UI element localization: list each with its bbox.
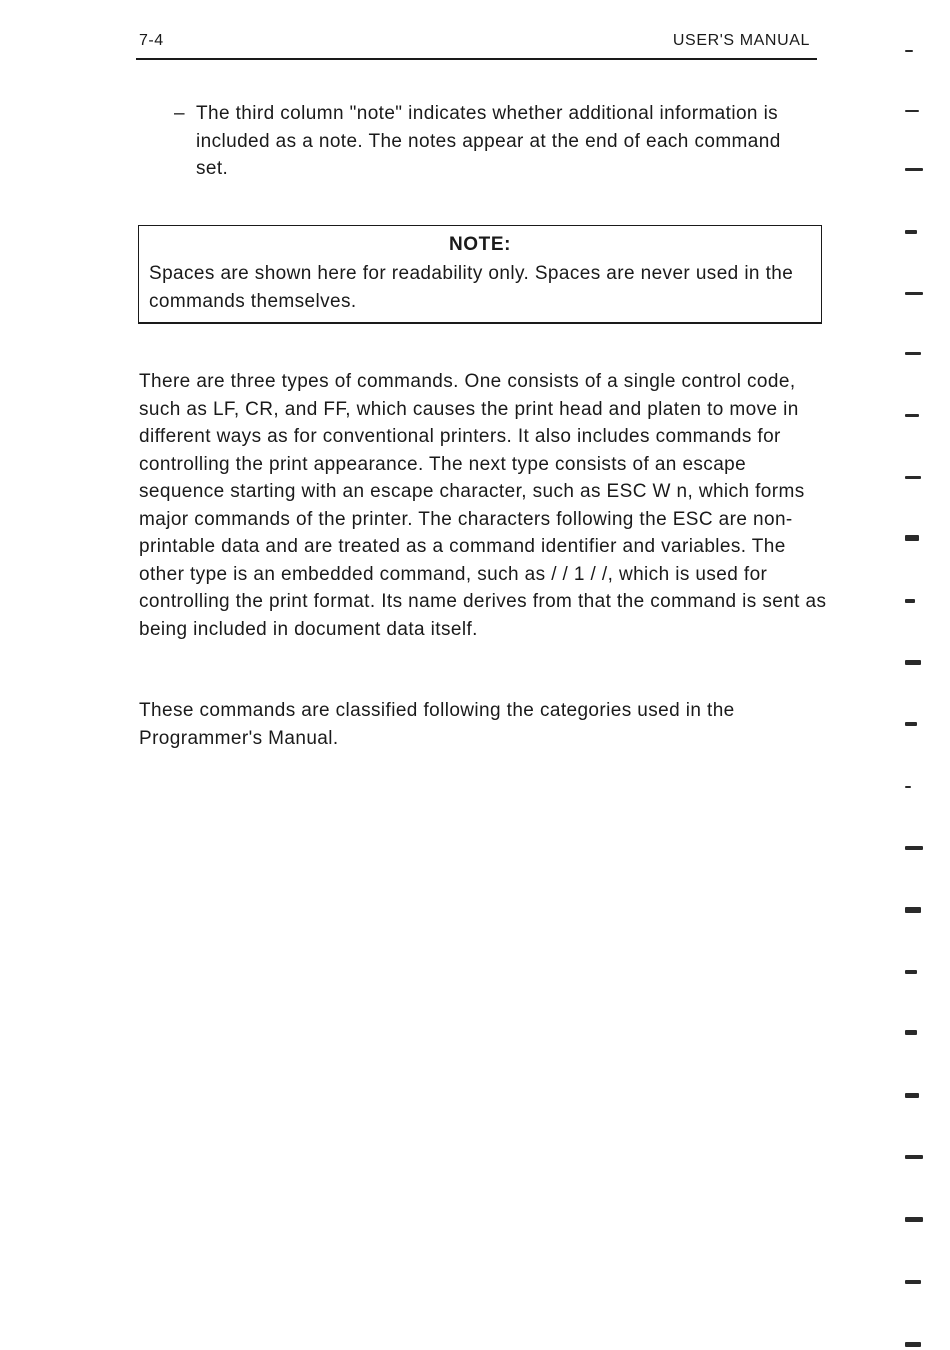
margin-mark	[905, 292, 923, 295]
page-number: 7-4	[139, 32, 164, 49]
margin-mark	[905, 1030, 917, 1035]
margin-mark	[905, 786, 911, 788]
margin-mark	[905, 846, 923, 850]
margin-mark	[905, 1217, 923, 1222]
margin-mark	[905, 414, 919, 417]
bullet-item	[174, 100, 804, 183]
note-body: Spaces are shown here for readability only. Spaces are never used in the commands themselves.	[149, 263, 794, 312]
margin-mark	[905, 230, 917, 234]
margin-mark	[905, 1093, 919, 1098]
running-header: USER'S MANUAL	[672, 32, 810, 49]
margin-mark	[905, 50, 913, 52]
margin-mark	[905, 476, 921, 479]
note-box	[138, 225, 822, 324]
margin-mark	[905, 1155, 923, 1159]
note-title: NOTE:	[448, 234, 512, 255]
margin-mark	[905, 1342, 921, 1347]
margin-mark	[905, 168, 923, 171]
margin-mark	[905, 535, 919, 541]
margin-mark	[905, 722, 917, 726]
margin-mark	[905, 352, 921, 355]
paragraph-command-types: There are three types of commands. One consists of a single control code, such as LF, CR, and FF, which causes the print head and platen to move in different ways as for conventional printers. It also includes commands for controlling the print appearance. The next type consists of an escape sequence starting with an escape character, such as ESC W n, which forms major commands of the printer. The characters following the ESC are non-printable data and are treated as a command identifier and variables. The other type is an embedded command, such as / / 1 / /, which is used for controlling the print format. Its name derives from that the command is sent as being included in document data itself.	[139, 371, 827, 640]
margin-mark	[905, 110, 919, 112]
margin-mark	[905, 907, 921, 913]
bullet-text: The third column "note" indicates whether additional information is included as a note. The notes appear at the end of each command set.	[196, 103, 781, 179]
paragraph-classification: These commands are classified following the categories used in the Programmer's Manual.	[139, 700, 735, 749]
margin-mark	[905, 970, 917, 974]
margin-mark	[905, 1280, 921, 1284]
header-rule	[136, 58, 817, 60]
margin-mark	[905, 660, 921, 665]
margin-scan-marks	[905, 30, 945, 1350]
margin-mark	[905, 599, 915, 603]
bullet-dash: –	[174, 103, 185, 124]
